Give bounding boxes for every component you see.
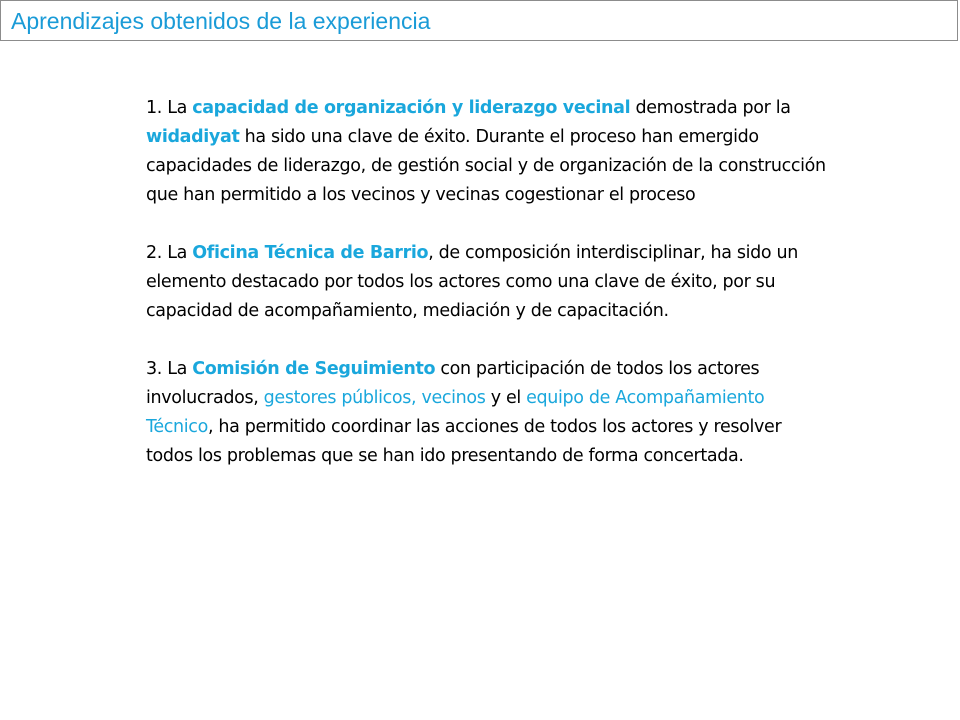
item-1-highlight-widadiyat: widadiyat <box>146 127 240 147</box>
item-2-text-2: , de composición interdisciplinar, ha sido un elemento destacado por todos los actores como una clave de éxito, por su capacidad de acompañamiento, mediación y de capacitación. <box>146 243 798 321</box>
item-2-prefix: 2. La <box>146 243 193 263</box>
item-3-text-2: con participación de todos los actores involucrados, <box>146 359 760 408</box>
item-2-highlight-oficina: Oficina Técnica de Barrio <box>192 243 429 263</box>
item-3-highlight-gestores: gestores públicos, vecinos <box>263 388 486 408</box>
slide-title: Aprendizajes obtenidos de la experiencia <box>11 8 431 34</box>
item-3-highlight-equipo: equipo de Acompañamiento Técnico <box>146 388 765 437</box>
item-3-highlight-comision: Comisión de Seguimiento <box>192 359 436 379</box>
item-3-prefix: 3. La <box>146 359 193 379</box>
slide-title-box <box>0 0 958 41</box>
item-1-highlight-organization: capacidad de organización y liderazgo vecinal <box>192 98 631 118</box>
learning-item-1 <box>146 94 826 210</box>
item-3-text-3: y el <box>485 388 527 408</box>
item-1-text-2: demostrada por la <box>630 98 791 118</box>
item-1-prefix: 1. La <box>146 98 193 118</box>
item-3-text-4: , ha permitido coordinar las acciones de todos los actores y resolver todos los problemas que se han ido presentando de forma concertada. <box>146 417 782 466</box>
learning-item-3 <box>146 355 826 471</box>
learning-item-2 <box>146 239 826 326</box>
item-1-text-3: ha sido una clave de éxito. Durante el proceso han emergido capacidades de liderazgo, de gestión social y de organización de la construcción que han permitido a los vecinos y vecinas cogestionar el proceso <box>146 127 826 205</box>
slide-content <box>146 94 826 500</box>
